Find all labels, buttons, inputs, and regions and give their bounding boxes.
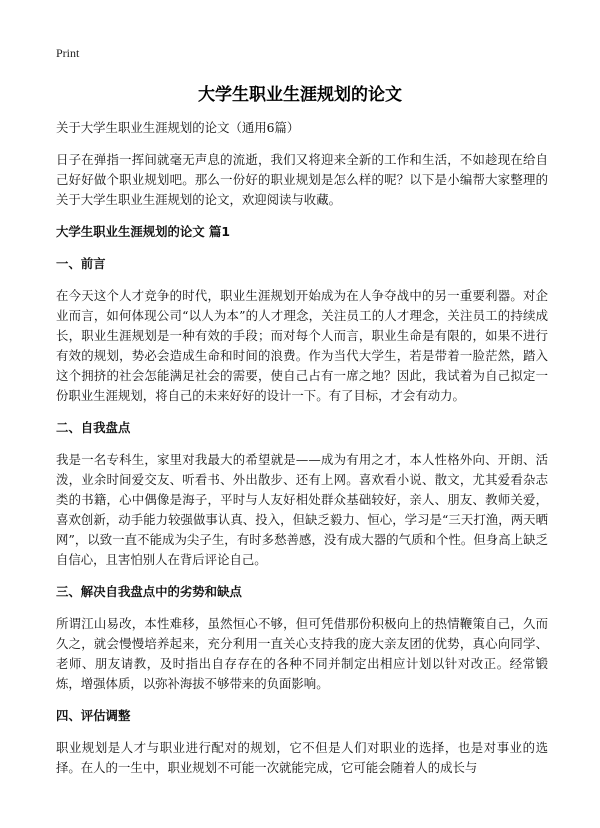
section-body-evaluation: 职业规划是人才与职业进行配对的规划，它不但是人们对职业的选择，也是对事业的选择。在人的一生中，职业规划不可能一次就能完成，它可能会随着人的成长与 [56, 740, 548, 775]
document-body [56, 118, 548, 790]
section-heading-self-assessment: 二、自我盘点 [56, 420, 131, 435]
print-link[interactable]: Print [56, 46, 80, 60]
section-heading-preface: 一、前言 [56, 256, 106, 271]
section-body-preface: 在今天这个人才竞争的时代，职业生涯规划开始成为在人争夺战中的另一重要利器。对企业而言，如何体现公司“以人为本”的人才理念，关注员工的人才理念，关注员工的持续成长，职业生涯规划是一种有效的手段；而对每个人而言，职业生命是有限的，如果不进行有效的规划，势必会造成生命和时间的浪费。作为当代大学生，若是带着一脸茫然，踏入这个拥挤的社会怎能满足社会的需要，使自己占有一席之地？因此，我试着为自己拟定一份职业生涯规划，将自己的未来好好的设计一下。有了目标，才会有动力。 [56, 288, 548, 403]
section-heading-weaknesses: 三、解决自我盘点中的劣势和缺点 [56, 584, 242, 599]
intro-paragraph: 日子在弹指一挥间就毫无声息的流逝，我们又将迎来全新的工作和生活，不如趁现在给自己好好做个职业规划吧。那么一份好的职业规划是怎么样的呢？以下是小编帮大家整理的关于大学生职业生涯规划的论文，欢迎阅读与收藏。 [56, 152, 548, 207]
section-body-self-assessment: 我是一名专科生，家里对我最大的希望就是——成为有用之才，本人性格外向、开朗、活泼，业余时间爱交友、听看书、外出散步、还有上网。喜欢看小说、散文，尤其爱看杂志类的书籍，心中偶像是海子，平时与人友好相处群众基础较好，亲人、朋友、教师关爱，喜欢创新，动手能力较强做事认真、投入，但缺乏毅力、恒心，学习是“三天打渔，两天晒网”，以致一直不能成为尖子生，有时多愁善感，没有成大器的气质和个性。但身高上缺乏自信心，且害怕别人在背后评论自己。 [56, 452, 548, 567]
section-body-weaknesses: 所谓江山易改，本性难移，虽然恒心不够，但可凭借那份积极向上的热情鞭策自己，久而久之，就会慢慢培养起来，充分利用一直关心支持我的庞大亲友团的优势，真心向同学、老师、朋友请教，及时指出自存存在的各种不同并制定出相应计划以针对改正。经常锻炼，增强体质，以弥补海拔不够带来的负面影响。 [56, 616, 548, 691]
article-heading: 大学生职业生涯规划的论文 篇1 [56, 224, 231, 239]
document-subtitle: 关于大学生职业生涯规划的论文（通用6篇） [56, 120, 300, 135]
section-heading-evaluation: 四、评估调整 [56, 708, 131, 723]
document-title: 大学生职业生涯规划的论文 [198, 85, 402, 105]
